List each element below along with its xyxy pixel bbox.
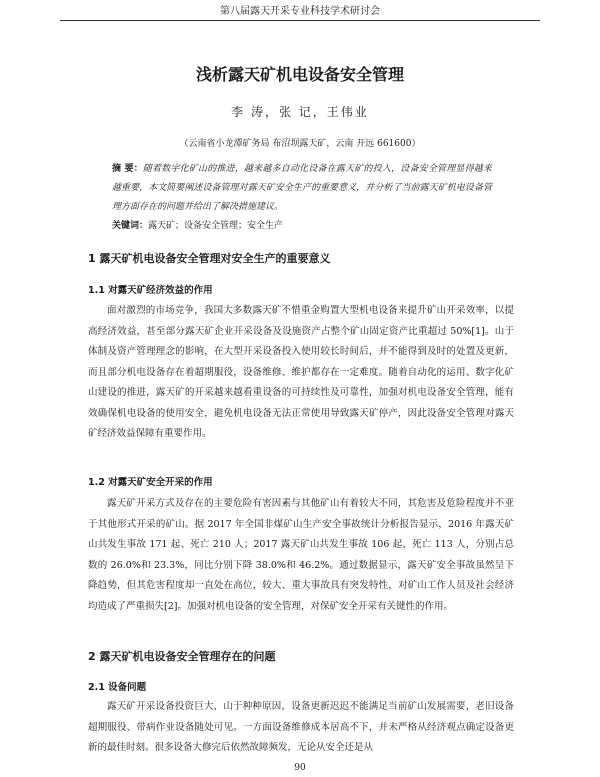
subsection-heading-1-2: 1.2 对露天矿安全开采的作用 [88, 477, 213, 488]
section-heading-1: 1 露天矿机电设备安全管理对安全生产的重要意义 [88, 252, 331, 265]
paragraph-2: 露天矿开采方式及存在的主要危险有害因素与其他矿山有着较大不同，其危害及危险程度并不亚于其他形式开采的矿山。据 2017 年全国非煤矿山生产安全事故统计分析报告显示，2016 年露天矿山共发生事故 171 起、死亡 210 人；2017 露天矿山共发生事故 106 起、死亡 113 人，分别占总数的 26.0%和 23.3%，同比分别下降 38.0%和 46.2%。通过数据显示，露天矿安全事故虽然呈下降趋势，但其危害程度却一直处在高位，较大、重大事故具有突发特性，对矿山工作人员及社会经济均造成了严重损失[2]。加强对机电设备的安全管理，对保矿安全开采有关键性的作用。 [88, 498, 514, 612]
keywords-label: 关键词： [112, 221, 149, 231]
keywords-text: 露天矿；设备安全管理；安全生产 [148, 221, 284, 231]
affiliation: （云南省小龙潭矿务局 布沼坝露天矿，云南 开远 661600） [179, 139, 421, 149]
section-heading-2: 2 露天矿机电设备安全管理存在的问题 [88, 650, 276, 663]
abstract-label: 摘 要： [112, 164, 143, 174]
paragraph-1: 面对激烈的市场竞争，我国大多数露天矿不惜重金购置大型机电设备来提升矿山开采效率，以提高经济效益，甚至部分露天矿企业开采设备及设施资产占整个矿山固定资产比重超过 50%[1]。山于体制及资产管理理念的影响，在大型开采设备投入使用较长时间后，并不能得到及时的处置及更新，而且部分机电设备存在着超期服役，设备维修、维护都存在一定难度。随着自动化的运用、数字化矿山建设的推进，露天矿的开采越来越看重设备的可持续性及可靠性，加强对机电设备安全管理，能有效确保机电设备的使用安全，避免机电设备无法正常使用导致露天矿停产，因此设备安全管理对露天矿经济效益保障有重要作用。 [88, 305, 514, 439]
paper-title: 浅析露天矿机电设备安全管理 [195, 65, 404, 84]
running-header: 第八届露天开采专业科技学术研讨会 [60, 4, 540, 21]
subsection-heading-1-1: 1.1 对露天矿经济效益的作用 [88, 285, 213, 296]
authors: 李 涛，张 记，王伟业 [231, 105, 369, 119]
page-number: 90 [294, 763, 306, 773]
paragraph-3: 露天矿开采设备投资巨大，山于种种原因，设备更新迟迟不能满足当前矿山发展需要，老旧设备超期服役、带病作业设备随处可见。一方面设备维修成本居高不下，并未严格从经济观点确定设备更新的最佳时刻。很多设备大修完后依然故障频发，无论从安全还是从 [88, 701, 514, 753]
abstract-text: 随着数字化矿山的推进，越来越多自动化设备在露天矿的投入，设备安全管理显得越来越重要，本文简要阐述设备管理对露天矿安全生产的重要意义，并分析了当前露天矿机电设备管理方面存在的问题并给出了解决措施建议。 [112, 164, 492, 212]
abstract [112, 160, 492, 217]
subsection-heading-2-1: 2.1 设备问题 [88, 682, 147, 693]
keywords [112, 218, 492, 234]
